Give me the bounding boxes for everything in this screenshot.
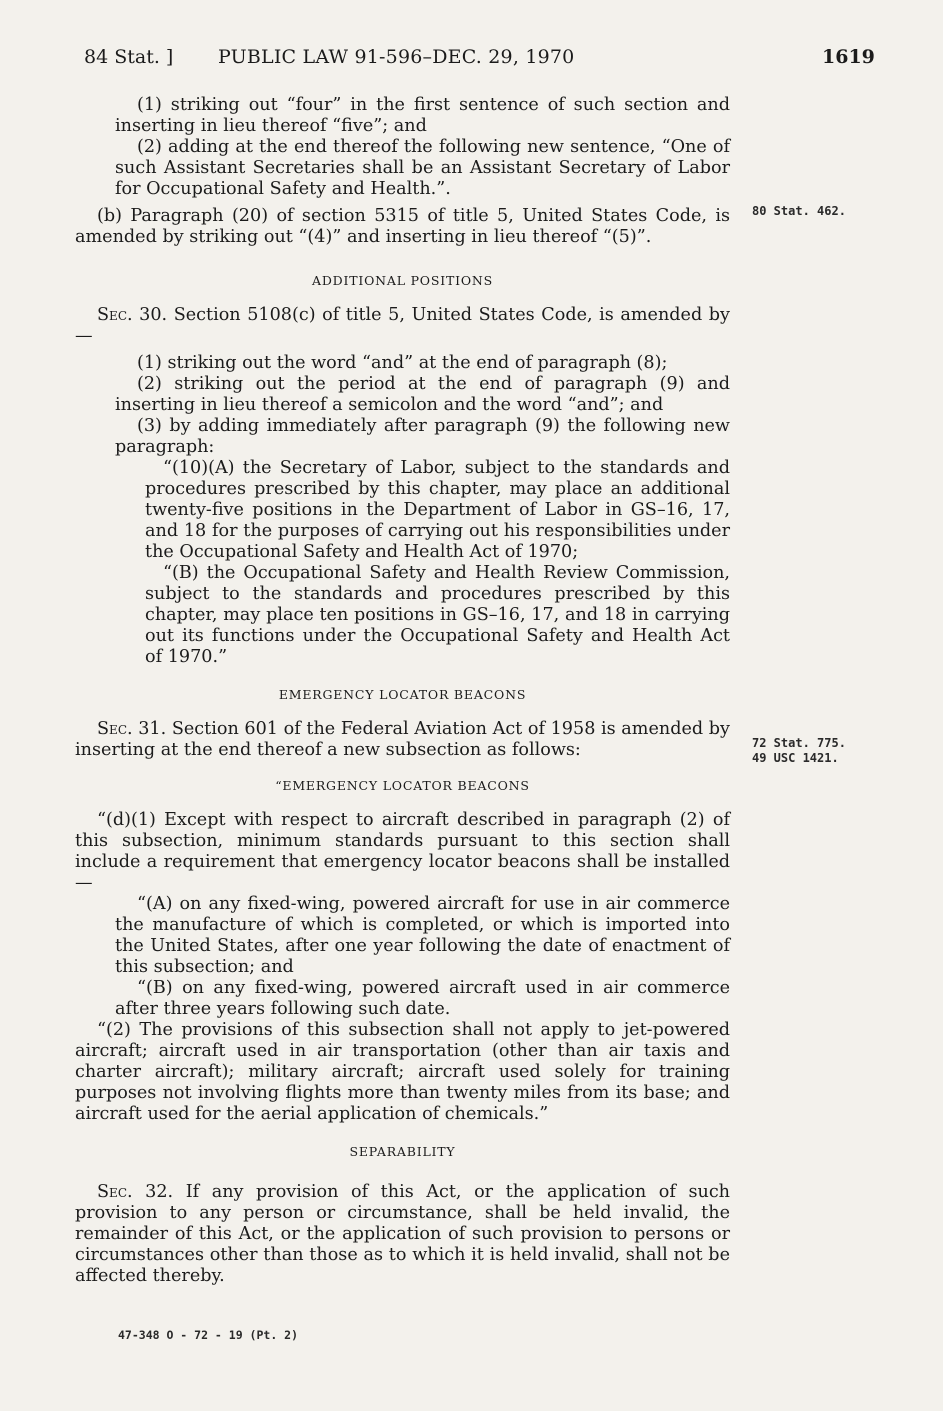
sec30-intro-text: Section 5108(c) of title 5, United States Code, is amended by—: [75, 305, 730, 346]
sec32-label: Sec. 32.: [97, 1182, 174, 1202]
sec31-d1-a: “(A) on any fixed-wing, powered aircraft for use in air commerce the manufacture of which is completed, or which is imported into the United States, after one year following the date of enactment of this subsection; and: [115, 894, 730, 977]
sec30-intro: [75, 305, 730, 347]
print-code: 47-348 O - 72 - 19 (Pt. 2): [118, 1328, 299, 1342]
margin-citation-line: 49 USC 1421.: [752, 751, 839, 765]
sec31-label: Sec. 31.: [97, 719, 167, 739]
sec31-d1: “(d)(1) Except with respect to aircraft described in paragraph (2) of this subsection, minimum standards pursuant to this section shall include a requirement that emergency locator beacons shall be installed—: [75, 810, 730, 893]
sec32-text: [75, 1182, 730, 1287]
sec30-item2: (2) striking out the period at the end of paragraph (9) and inserting in lieu thereof a semicolon and the word “and”; and: [115, 374, 730, 415]
margin-citation-line: 72 Stat. 775.: [752, 736, 846, 750]
document-body: [75, 95, 730, 1287]
margin-citation-72-stat: [752, 736, 846, 766]
sec31-intro: [75, 719, 730, 761]
sec31-intro-text: Section 601 of the Federal Aviation Act of 1958 is amended by inserting at the end thereof a new subsection as follows:: [75, 719, 730, 760]
sec31-d2: “(2) The provisions of this subsection shall not apply to jet-powered aircraft; aircraft used in air transportation (other than air taxis and charter aircraft); military aircraft; aircraft used solely for training purposes not involving flights more than twenty miles from its base; and aircraft used for the aerial application of chemicals.”: [75, 1020, 730, 1124]
heading-separability: SEPARABILITY: [349, 1144, 456, 1159]
heading-emergency-locator-beacons: EMERGENCY LOCATOR BEACONS: [278, 687, 527, 702]
sec32-body: If any provision of this Act, or the application of such provision to any person or circumstance, shall be held invalid, the remainder of this Act, or the application of such provision to persons or circumstances other than those as to which it is held invalid, shall not be affected thereby.: [75, 1182, 731, 1286]
sec29-item2: (2) adding at the end thereof the following new sentence, “One of such Assistant Secretaries shall be an Assistant Secretary of Labor for Occupational Safety and Health.”.: [115, 137, 730, 199]
page-header: [0, 46, 943, 76]
sec31-d1-b: “(B) on any fixed-wing, powered aircraft used in air commerce after three years following such date.: [115, 978, 730, 1019]
margin-citation-80-stat: 80 Stat. 462.: [752, 204, 846, 218]
sec29-item1: (1) striking out “four” in the first sentence of such section and inserting in lieu thereof “five”; and: [115, 95, 730, 136]
sec30-item3: (3) by adding immediately after paragraph (9) the following new paragraph:: [115, 416, 730, 457]
sec30-label: Sec. 30.: [97, 305, 168, 325]
law-title: PUBLIC LAW 91-596–DEC. 29, 1970: [218, 46, 575, 68]
page-number: 1619: [822, 46, 875, 68]
subheading-emergency-locator-beacons: “EMERGENCY LOCATOR BEACONS: [275, 778, 530, 793]
sec30-quote-a: “(10)(A) the Secretary of Labor, subject to the standards and procedures prescribed by this chapter, may place an additional twenty-five positions in the Department of Labor in GS–16, 17, and 18 for the purposes of carrying out his responsibilities under the Occupational Safety and Health Act of 1970;: [145, 458, 730, 562]
stat-volume: 84 Stat. ]: [84, 46, 174, 68]
sec29-subsection-b: (b) Paragraph (20) of section 5315 of title 5, United States Code, is amended by striking out “(4)” and inserting in lieu thereof “(5)”.: [75, 206, 730, 247]
sec30-quote-b: “(B) the Occupational Safety and Health Review Commission, subject to the standards and procedures prescribed by this chapter, may place ten positions in GS–16, 17, and 18 in carrying out its functions under the Occupational Safety and Health Act of 1970.”: [145, 563, 730, 667]
heading-additional-positions: ADDITIONAL POSITIONS: [312, 273, 493, 288]
sec30-item1: (1) striking out the word “and” at the end of paragraph (8);: [137, 353, 668, 373]
